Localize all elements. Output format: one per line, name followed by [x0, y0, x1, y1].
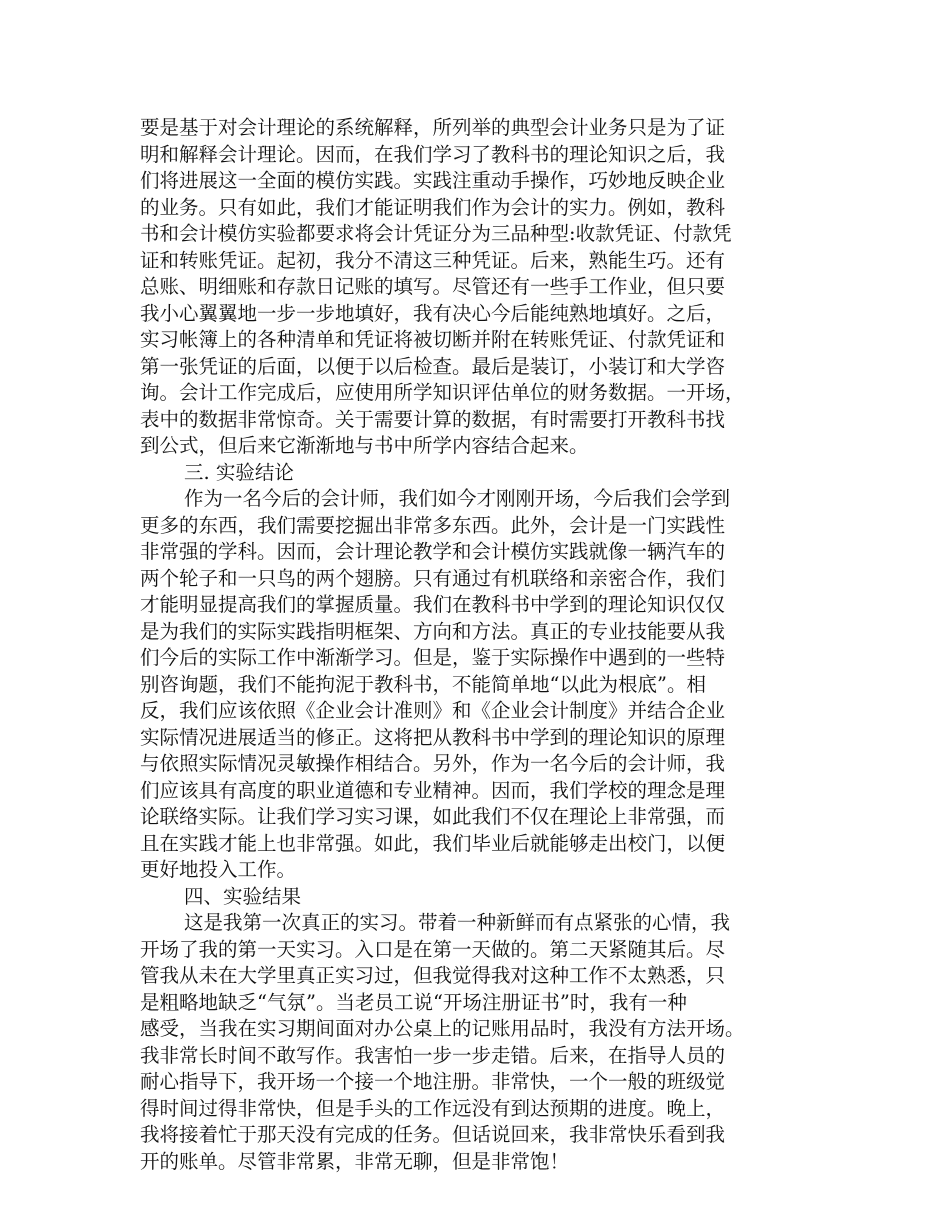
text-line: 们今后的实际工作中渐渐学习。但是，鉴于实际操作中遇到的一些特 — [140, 646, 726, 669]
text-line: 这是我第一次真正的实习。带着一种新鲜而有点紧张的心情，我 — [184, 911, 731, 934]
text-line: 证和转账凭证。起初，我分不清这三种凭证。后来，熟能生巧。还有 — [140, 248, 726, 272]
text-line: 反，我们应该依照《企业会计准则》和《企业会计制度》并结合企业 — [140, 699, 726, 722]
text-line: 到公式，但后来它渐渐地与书中所学内容结合起来。 — [140, 434, 589, 457]
text-line: 询。会计工作完成后，应使用所学知识评估单位的财务数据。一开场， — [140, 381, 745, 404]
text-line: 耐心指导下，我开场一个接一个地注册。非常快，一个一般的班级觉 — [140, 1070, 726, 1093]
text-line: 我小心翼翼地一步一步地填好，我有决心今后能纯熟地填好。之后， — [140, 301, 726, 325]
text-line: 得时间过得非常快，但是手头的工作远没有到达预期的进度。晚上， — [140, 1096, 726, 1120]
text-line: 是粗略地缺乏“气氛”。当老员工说“开场注册证书”时，我有一种 — [140, 990, 687, 1014]
text-line: 三. 实验结论 — [184, 460, 294, 484]
text-line: 要是基于对会计理论的系统解释，所列举的典型会计业务只是为了证 — [140, 116, 726, 139]
text-line: 管我从未在大学里真正实习过，但我觉得我对这种工作不太熟悉，只 — [140, 964, 726, 987]
text-line: 表中的数据非常惊奇。关于需要计算的数据，有时需要打开教科书找 — [140, 407, 726, 431]
text-line: 实际情况进展适当的修正。这将把从教科书中学到的理论知识的原理 — [140, 725, 726, 749]
text-line: 们应该具有高度的职业道德和专业精神。因而，我们学校的理念是理 — [140, 778, 726, 802]
text-line: 与依照实际情况灵敏操作相结合。另外，作为一名今后的会计师，我 — [140, 752, 726, 775]
text-line: 且在实践才能上也非常强。如此，我们毕业后就能够走出校门，以便 — [140, 831, 726, 855]
text-line: 更好地投入工作。 — [140, 858, 297, 881]
text-line: 开的账单。尽管非常累，非常无聊，但是非常饱！ — [140, 1149, 570, 1173]
text-line: 们将进展这一全面的模仿实践。实践注重动手操作，巧妙地反映企业 — [140, 169, 726, 192]
text-line: 才能明显提高我们的掌握质量。我们在教科书中学到的理论知识仅仅 — [140, 593, 726, 616]
text-line: 的业务。只有如此，我们才能证明我们作为会计的实力。例如，教科 — [140, 195, 726, 219]
text-line: 总账、明细账和存款日记账的填写。尽管还有一些手工作业，但只要 — [140, 275, 726, 298]
text-line: 四、实验结果 — [184, 884, 302, 908]
text-line: 两个轮子和一只鸟的两个翅膀。只有通过有机联络和亲密合作，我们 — [140, 566, 726, 590]
text-line: 我将接着忙于那天没有完成的任务。但话说回来，我非常快乐看到我 — [140, 1123, 726, 1146]
text-line: 更多的东西，我们需要挖掘出非常多东西。此外，会计是一门实践性 — [140, 513, 726, 537]
text-line: 我非常长时间不敢写作。我害怕一步一步走错。后来，在指导人员的 — [140, 1043, 726, 1067]
text-line: 论联络实际。让我们学习实习课，如此我们不仅在理论上非常强，而 — [140, 805, 726, 828]
text-line: 开场了我的第一天实习。入口是在第一天做的。第二天紧随其后。尽 — [140, 937, 726, 961]
text-line: 非常强的学科。因而，会计理论教学和会计模仿实践就像一辆汽车的 — [140, 540, 726, 563]
text-line: 实习帐簿上的各种清单和凭证将被切断并附在转账凭证、付款凭证和 — [140, 328, 726, 351]
document-body — [140, 115, 830, 1175]
text-line: 别咨询题，我们不能拘泥于教科书，不能简单地“以此为根底”。相 — [140, 672, 706, 696]
text-line: 感受，当我在实习期间面对办公桌上的记账用品时，我没有方法开场。 — [140, 1017, 745, 1040]
text-line: 第一张凭证的后面，以便于以后检查。最后是装订，小装订和大学咨 — [140, 354, 726, 378]
text-line: 作为一名今后的会计师，我们如今才刚刚开场，今后我们会学到 — [184, 487, 731, 510]
text-line: 明和解释会计理论。因而，在我们学习了教科书的理论知识之后，我 — [140, 142, 726, 166]
text-line: 是为我们的实际实践指明框架、方向和方法。真正的专业技能要从我 — [140, 619, 726, 643]
text-line: 书和会计模仿实验都要求将会计凭证分为三品种型:收款凭证、付款凭 — [140, 222, 732, 245]
